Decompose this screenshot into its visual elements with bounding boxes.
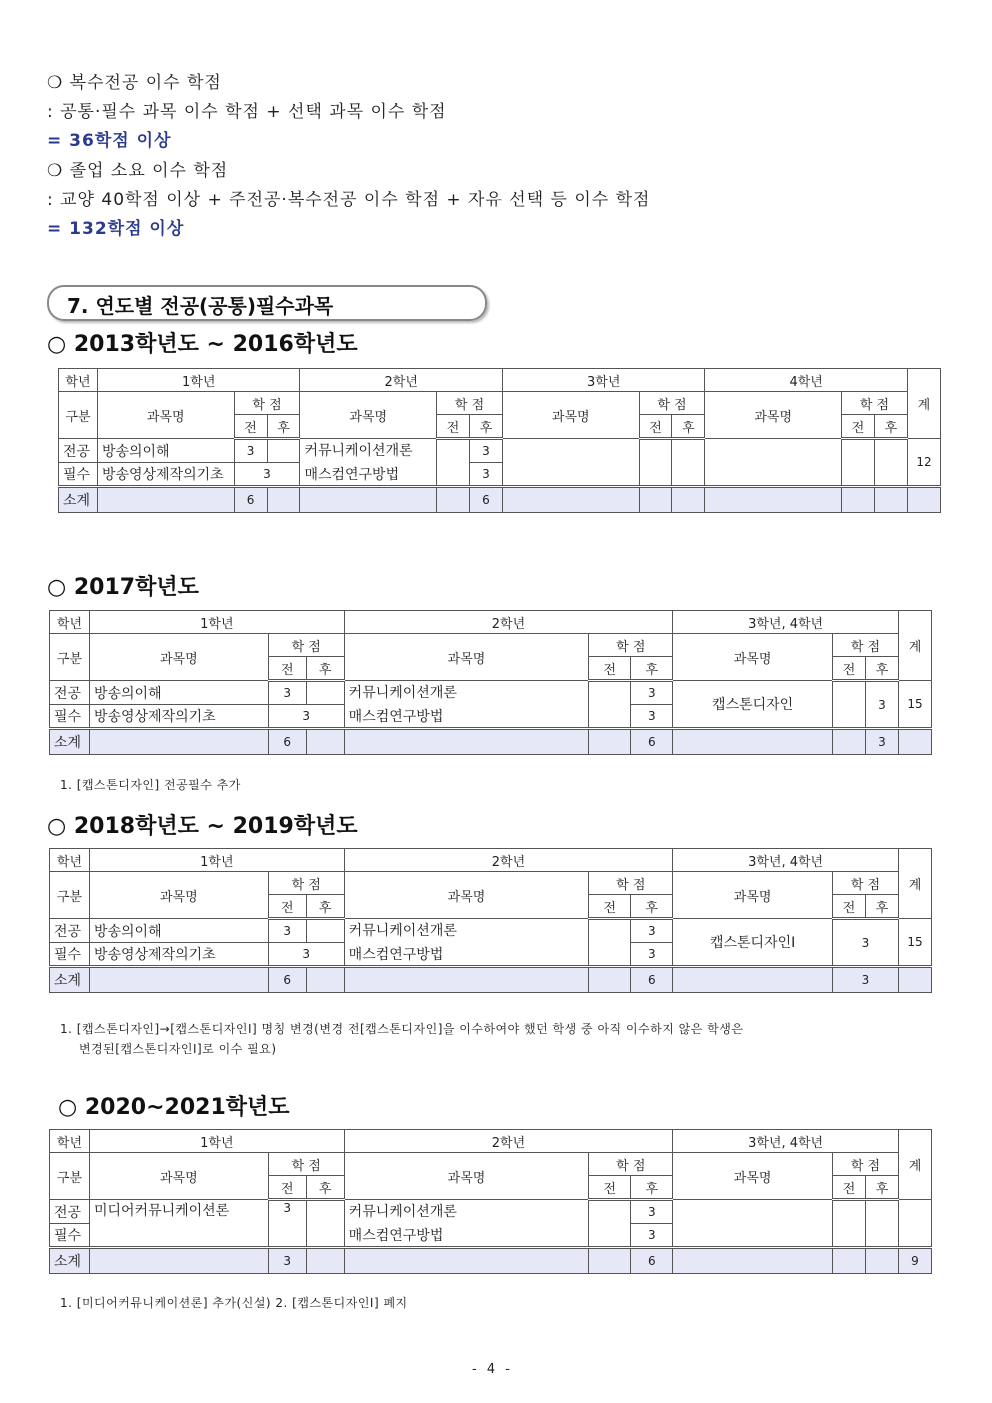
subtotal-empty xyxy=(344,1248,589,1274)
header-category: 구분 xyxy=(59,392,98,439)
subtotal-empty xyxy=(673,1248,833,1274)
header-credit: 학 점 xyxy=(589,634,673,657)
header-year1: 1학년 xyxy=(97,369,300,392)
subtotal-empty xyxy=(672,487,705,513)
header-credit: 학 점 xyxy=(842,392,908,415)
header-course: 과목명 xyxy=(344,1153,589,1200)
subtotal-empty xyxy=(344,967,589,993)
row-label: 필수 xyxy=(50,705,90,729)
row-label: 전공 xyxy=(50,681,90,705)
header-first-sem: 전 xyxy=(639,415,672,439)
course-name: 방송의이해 xyxy=(89,681,268,705)
header-year1: 1학년 xyxy=(89,849,344,872)
table3-note-1: 1. [캡스톤디자인]→[캡스톤디자인Ⅰ] 명칭 변경(변경 전[캡스톤디자인]을 이수하여야 했던 학생 중 아직 이수하지 않은 학생은 xyxy=(60,1022,744,1036)
course-name: 매스컴연구방법 xyxy=(348,947,444,963)
section-title-box xyxy=(47,285,487,321)
header-total: 계 xyxy=(898,1130,931,1200)
subtotal-label: 소계 xyxy=(50,729,90,755)
header-category: 구분 xyxy=(50,1153,90,1200)
subtotal-empty xyxy=(306,1248,344,1274)
credit-value: 3 xyxy=(833,919,899,967)
subtotal-value: 6 xyxy=(631,729,673,755)
credit-value: 3 xyxy=(631,681,673,705)
header-first-sem: 전 xyxy=(234,415,267,439)
credit-value: 3 xyxy=(470,463,503,487)
table2-note: 1. [캡스톤디자인] 전공필수 추가 xyxy=(60,778,241,792)
subtotal-empty xyxy=(833,1248,866,1274)
subtotal-empty xyxy=(705,487,842,513)
header-second-sem: 후 xyxy=(865,895,898,919)
header-total: 계 xyxy=(907,369,940,439)
intro-line-3: = 36학점 이상 xyxy=(47,131,172,151)
subtotal-value: 6 xyxy=(234,487,267,513)
header-credit: 학 점 xyxy=(833,634,899,657)
header-second-sem: 후 xyxy=(631,895,673,919)
course-name-stack xyxy=(300,439,437,487)
subtotal-value: 3 xyxy=(833,967,899,993)
header-grade: 학년 xyxy=(50,849,90,872)
header-first-sem: 전 xyxy=(589,657,631,681)
subtotal-label: 소계 xyxy=(50,1248,90,1274)
row-label: 필수 xyxy=(59,463,98,487)
header-year2: 2학년 xyxy=(344,1130,673,1153)
header-category: 구분 xyxy=(50,634,90,681)
credit-empty xyxy=(833,1200,866,1248)
header-first-sem: 전 xyxy=(268,657,306,681)
subtotal-empty xyxy=(589,1248,631,1274)
subtotal-empty xyxy=(306,729,344,755)
course-name: 방송영상제작의기초 xyxy=(89,943,268,967)
header-course: 과목명 xyxy=(344,634,589,681)
credit-value: 3 xyxy=(268,919,306,943)
header-year3: 3학년 xyxy=(502,369,704,392)
credit-value: 3 xyxy=(631,919,673,943)
table3-heading: ○ 2018학년도 ~ 2019학년도 xyxy=(47,814,358,839)
row-label: 전공 xyxy=(50,1200,90,1224)
header-first-sem: 전 xyxy=(842,415,875,439)
subtotal-empty xyxy=(89,967,268,993)
header-second-sem: 후 xyxy=(470,415,503,439)
header-credit: 학 점 xyxy=(437,392,503,415)
header-second-sem: 후 xyxy=(306,657,344,681)
credit-empty xyxy=(267,439,300,463)
credit-empty xyxy=(833,681,866,729)
course-name: 방송의이해 xyxy=(89,919,268,943)
credit-value: 3 xyxy=(234,463,300,487)
header-second-sem: 후 xyxy=(306,895,344,919)
table4-note: 1. [미디어커뮤니케이션론] 추가(신설) 2. [캡스톤디자인Ⅰ] 폐지 xyxy=(60,1296,408,1310)
subtotal-empty xyxy=(89,729,268,755)
course-name: 미디어커뮤니케이션론 xyxy=(89,1200,268,1248)
subtotal-empty xyxy=(898,967,931,993)
header-year34: 3학년, 4학년 xyxy=(673,1130,899,1153)
header-second-sem: 후 xyxy=(874,415,907,439)
credit-empty xyxy=(306,681,344,705)
section-title: 7. 연도별 전공(공통)필수과목 xyxy=(67,294,334,318)
header-course: 과목명 xyxy=(89,872,268,919)
credit-empty xyxy=(672,439,705,487)
table4-heading: ○ 2020~2021학년도 xyxy=(58,1095,290,1120)
intro-line-2: : 공통·필수 과목 이수 학점 + 선택 과목 이수 학점 xyxy=(47,102,447,122)
subtotal-empty xyxy=(589,967,631,993)
page-number: - 4 - xyxy=(472,1362,513,1377)
credit-value: 3 xyxy=(268,943,344,967)
header-year1: 1학년 xyxy=(89,611,344,634)
header-course: 과목명 xyxy=(705,392,842,439)
course-empty xyxy=(705,439,842,487)
header-course: 과목명 xyxy=(300,392,437,439)
course-name: 매스컴연구방법 xyxy=(304,467,400,483)
subtotal-value: 6 xyxy=(268,729,306,755)
total-empty xyxy=(898,1200,931,1248)
header-grade: 학년 xyxy=(50,611,90,634)
header-credit: 학 점 xyxy=(833,1153,899,1176)
header-second-sem: 후 xyxy=(865,657,898,681)
header-first-sem: 전 xyxy=(268,895,306,919)
course-name: 방송의이해 xyxy=(97,439,234,463)
table2 xyxy=(49,610,932,755)
intro-line-6: = 132학점 이상 xyxy=(47,219,185,239)
course-name: 캡스톤디자인Ⅰ xyxy=(673,919,833,967)
subtotal-empty xyxy=(639,487,672,513)
subtotal-value: 6 xyxy=(470,487,503,513)
credit-empty xyxy=(589,919,631,967)
subtotal-empty xyxy=(97,487,234,513)
header-second-sem: 후 xyxy=(631,1176,673,1200)
subtotal-empty xyxy=(898,729,931,755)
course-empty xyxy=(673,1200,833,1248)
course-name-stack xyxy=(344,919,589,967)
credit-value: 3 xyxy=(470,439,503,463)
subtotal-value: 6 xyxy=(268,967,306,993)
header-second-sem: 후 xyxy=(267,415,300,439)
course-name: 커뮤니케이션개론 xyxy=(348,685,457,701)
total-value: 12 xyxy=(907,439,940,487)
row-label: 전공 xyxy=(59,439,98,463)
header-course: 과목명 xyxy=(344,872,589,919)
credit-value: 3 xyxy=(865,681,898,729)
table3 xyxy=(49,848,932,993)
total-value: 15 xyxy=(898,681,931,729)
header-category: 구분 xyxy=(50,872,90,919)
header-year34: 3학년, 4학년 xyxy=(673,849,899,872)
header-course: 과목명 xyxy=(97,392,234,439)
credit-value: 3 xyxy=(268,705,344,729)
header-credit: 학 점 xyxy=(833,872,899,895)
total-value: 15 xyxy=(898,919,931,967)
subtotal-empty xyxy=(842,487,875,513)
header-credit: 학 점 xyxy=(268,872,344,895)
header-year4: 4학년 xyxy=(705,369,907,392)
table1-heading: ○ 2013학년도 ~ 2016학년도 xyxy=(47,332,358,357)
course-name: 커뮤니케이션개론 xyxy=(304,443,413,459)
course-name: 매스컴연구방법 xyxy=(348,1228,444,1244)
subtotal-empty xyxy=(589,729,631,755)
intro-line-5: : 교양 40학점 이상 + 주전공·복수전공 이수 학점 + 자유 선택 등 이수 학점 xyxy=(47,190,651,210)
intro-line-4: ❍ 졸업 소요 이수 학점 xyxy=(47,161,229,181)
header-year2: 2학년 xyxy=(300,369,503,392)
header-first-sem: 전 xyxy=(589,895,631,919)
course-name-stack xyxy=(344,1200,589,1248)
header-year34: 3학년, 4학년 xyxy=(673,611,899,634)
row-label: 필수 xyxy=(50,943,90,967)
header-second-sem: 후 xyxy=(865,1176,898,1200)
credit-empty xyxy=(589,681,631,729)
header-grade: 학년 xyxy=(59,369,98,392)
subtotal-value: 3 xyxy=(865,729,898,755)
subtotal-empty xyxy=(437,487,470,513)
subtotal-empty xyxy=(673,729,833,755)
header-credit: 학 점 xyxy=(589,1153,673,1176)
table4 xyxy=(49,1129,932,1274)
credit-value: 3 xyxy=(631,1200,673,1224)
total-value: 9 xyxy=(898,1248,931,1274)
header-credit: 학 점 xyxy=(639,392,705,415)
subtotal-empty xyxy=(907,487,940,513)
header-course: 과목명 xyxy=(89,634,268,681)
subtotal-empty xyxy=(344,729,589,755)
subtotal-empty xyxy=(267,487,300,513)
subtotal-value: 3 xyxy=(268,1248,306,1274)
header-first-sem: 전 xyxy=(833,1176,866,1200)
credit-value: 3 xyxy=(234,439,267,463)
credit-empty xyxy=(306,919,344,943)
table2-heading: ○ 2017학년도 xyxy=(47,575,199,600)
header-first-sem: 전 xyxy=(833,657,866,681)
credit-empty xyxy=(437,439,470,487)
subtotal-empty xyxy=(865,1248,898,1274)
header-first-sem: 전 xyxy=(589,1176,631,1200)
credit-empty xyxy=(842,439,875,487)
header-course: 과목명 xyxy=(502,392,639,439)
header-first-sem: 전 xyxy=(268,1176,306,1200)
header-total: 계 xyxy=(898,611,931,681)
table1 xyxy=(58,368,941,513)
subtotal-value: 6 xyxy=(631,967,673,993)
credit-empty xyxy=(874,439,907,487)
header-year2: 2학년 xyxy=(344,849,673,872)
header-year1: 1학년 xyxy=(89,1130,344,1153)
header-credit: 학 점 xyxy=(234,392,300,415)
credit-empty xyxy=(306,1200,344,1248)
header-year2: 2학년 xyxy=(344,611,673,634)
subtotal-empty xyxy=(89,1248,268,1274)
header-course: 과목명 xyxy=(89,1153,268,1200)
course-name: 커뮤니케이션개론 xyxy=(348,1204,457,1220)
credit-empty xyxy=(639,439,672,487)
header-credit: 학 점 xyxy=(268,1153,344,1176)
header-second-sem: 후 xyxy=(672,415,705,439)
course-name: 매스컴연구방법 xyxy=(348,709,444,725)
subtotal-label: 소계 xyxy=(50,967,90,993)
subtotal-empty xyxy=(306,967,344,993)
course-name: 캡스톤디자인 xyxy=(673,681,833,729)
credit-empty xyxy=(589,1200,631,1248)
course-name-stack xyxy=(344,681,589,729)
header-course: 과목명 xyxy=(673,1153,833,1200)
subtotal-empty xyxy=(502,487,639,513)
header-second-sem: 후 xyxy=(306,1176,344,1200)
credit-value: 3 xyxy=(631,1224,673,1248)
credit-value: 3 xyxy=(631,943,673,967)
table3-note-2: 변경된[캡스톤디자인Ⅰ]로 이수 필요) xyxy=(79,1042,277,1056)
subtotal-empty xyxy=(673,967,833,993)
subtotal-empty xyxy=(300,487,437,513)
row-label: 전공 xyxy=(50,919,90,943)
header-total: 계 xyxy=(898,849,931,919)
header-credit: 학 점 xyxy=(589,872,673,895)
subtotal-label: 소계 xyxy=(59,487,98,513)
course-name: 방송영상제작의기초 xyxy=(97,463,234,487)
course-name: 방송영상제작의기초 xyxy=(89,705,268,729)
course-empty xyxy=(502,439,639,487)
credit-value: 3 xyxy=(631,705,673,729)
header-credit: 학 점 xyxy=(268,634,344,657)
header-second-sem: 후 xyxy=(631,657,673,681)
header-first-sem: 전 xyxy=(833,895,866,919)
header-grade: 학년 xyxy=(50,1130,90,1153)
credit-value: 3 xyxy=(268,681,306,705)
subtotal-value: 6 xyxy=(631,1248,673,1274)
course-name: 커뮤니케이션개론 xyxy=(348,923,457,939)
header-course: 과목명 xyxy=(673,634,833,681)
intro-line-1: ❍ 복수전공 이수 학점 xyxy=(47,73,222,93)
row-label: 필수 xyxy=(50,1224,90,1248)
credit-value: 3 xyxy=(268,1200,306,1248)
subtotal-empty xyxy=(833,729,866,755)
credit-empty xyxy=(865,1200,898,1248)
header-course: 과목명 xyxy=(673,872,833,919)
subtotal-empty xyxy=(874,487,907,513)
header-first-sem: 전 xyxy=(437,415,470,439)
